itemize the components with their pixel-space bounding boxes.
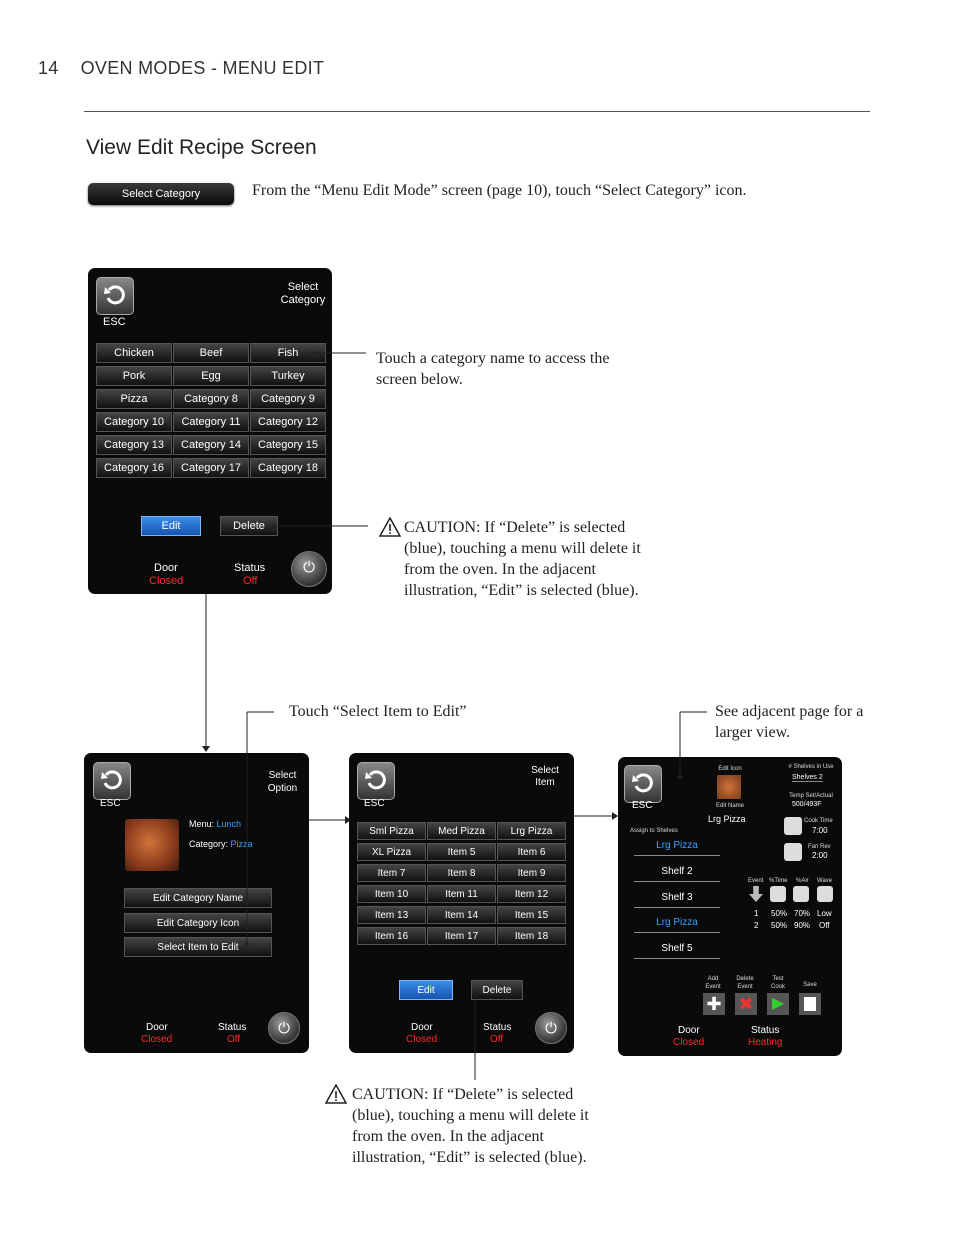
row1-time: 50% — [771, 909, 788, 918]
category-button-5[interactable]: Egg — [173, 366, 249, 386]
screen-title: Select Item — [531, 765, 559, 788]
menu-label: Menu: — [189, 819, 215, 829]
shelves-value[interactable]: Shelves 2 — [792, 774, 823, 781]
col-time: %Time — [769, 878, 788, 884]
row2-wave: Off — [819, 921, 830, 930]
item-button-17[interactable]: Item 17 — [427, 927, 496, 945]
status-label: Status — [218, 1022, 247, 1033]
category-button-11[interactable]: Category 11 — [173, 412, 249, 432]
cook-time-label: Cook Time — [804, 818, 833, 824]
category-value: Pizza — [230, 839, 253, 849]
row1-wave: Low — [817, 909, 832, 918]
status-value: Off — [243, 575, 258, 587]
temp-label: Temp Set/Actual — [789, 793, 833, 799]
page-number: 14 — [38, 58, 59, 78]
delete-button[interactable]: Delete — [471, 980, 523, 1000]
row1-air: 70% — [794, 909, 811, 918]
door-label: Door — [411, 1022, 433, 1033]
door-value: Closed — [141, 1034, 173, 1045]
touch-select-item-note: Touch “Select Item to Edit” — [289, 703, 467, 720]
test-cook-label: Test Cook — [770, 976, 785, 990]
category-button-3[interactable]: Fish — [250, 343, 326, 363]
caution-note-2: CAUTION: If “Delete” is selected (blue), touching a menu will delete it from the oven. In the adjacent illustration, “Edit” is selected (blue). — [352, 1086, 589, 1166]
item-button-6[interactable]: Item 6 — [497, 843, 566, 861]
edit-category-icon-button[interactable]: Edit Category Icon — [124, 913, 272, 933]
play-icon[interactable]: ▶ — [767, 993, 789, 1015]
shelf-4[interactable]: Lrg Pizza — [634, 914, 720, 933]
select-category-pill: Select Category — [88, 183, 234, 205]
category-button-14[interactable]: Category 14 — [173, 435, 249, 455]
col-wave: Wave — [817, 878, 833, 884]
shelf-5[interactable]: Shelf 5 — [634, 940, 720, 959]
temp-value: 500/493F — [792, 801, 822, 808]
row2-event: 2 — [754, 921, 759, 930]
add-icon[interactable]: ✚ — [703, 993, 725, 1015]
category-label: Category: — [189, 839, 229, 849]
item-button-5[interactable]: Item 5 — [427, 843, 496, 861]
esc-label: ESC — [632, 800, 653, 811]
item-button-4[interactable]: XL Pizza — [357, 843, 426, 861]
item-button-10[interactable]: Item 10 — [357, 885, 426, 903]
item-button-16[interactable]: Item 16 — [357, 927, 426, 945]
category-button-12[interactable]: Category 12 — [250, 412, 326, 432]
fan-rev-value: 2:00 — [812, 851, 828, 860]
edit-icon-label: Edit Icon — [718, 766, 742, 772]
item-button-8[interactable]: Item 8 — [427, 864, 496, 882]
status-value: Off — [227, 1034, 241, 1045]
category-button-1[interactable]: Chicken — [96, 343, 172, 363]
delete-event-label: Delete Event — [736, 976, 754, 990]
see-adjacent-note: See adjacent page for a larger view. — [715, 703, 864, 741]
category-button-7[interactable]: Pizza — [96, 389, 172, 409]
category-button-6[interactable]: Turkey — [250, 366, 326, 386]
door-value: Closed — [673, 1037, 705, 1048]
category-button-2[interactable]: Beef — [173, 343, 249, 363]
category-button-4[interactable]: Pork — [96, 366, 172, 386]
shelf-3[interactable]: Shelf 3 — [634, 889, 720, 908]
category-button-13[interactable]: Category 13 — [96, 435, 172, 455]
intro-text: From the “Menu Edit Mode” screen (page 10), touch “Select Category” icon. — [252, 182, 747, 199]
status-label: Status — [751, 1025, 780, 1036]
status-value: Heating — [748, 1037, 783, 1048]
row2-time: 50% — [771, 921, 788, 930]
add-event-label: Add Event — [705, 976, 721, 990]
page-title: View Edit Recipe Screen — [86, 136, 317, 159]
row1-event: 1 — [754, 909, 759, 918]
door-value: Closed — [149, 575, 184, 587]
edit-button[interactable]: Edit — [141, 516, 201, 536]
category-button-10[interactable]: Category 10 — [96, 412, 172, 432]
esc-label: ESC — [100, 798, 121, 809]
item-button-2[interactable]: Med Pizza — [427, 822, 496, 840]
item-button-3[interactable]: Lrg Pizza — [497, 822, 566, 840]
fan-rev-label: Fan Rev — [808, 844, 831, 850]
section-title: OVEN MODES - MENU EDIT — [80, 58, 325, 78]
category-button-17[interactable]: Category 17 — [173, 458, 249, 478]
category-button-15[interactable]: Category 15 — [250, 435, 326, 455]
door-label: Door — [154, 562, 178, 574]
esc-label: ESC — [103, 316, 126, 328]
item-button-13[interactable]: Item 13 — [357, 906, 426, 924]
col-air: %Air — [796, 878, 809, 884]
status-value: Off — [490, 1034, 504, 1045]
item-button-12[interactable]: Item 12 — [497, 885, 566, 903]
shelf-2[interactable]: Shelf 2 — [634, 863, 720, 882]
delete-button[interactable]: Delete — [220, 516, 278, 536]
shelf-1[interactable]: Lrg Pizza — [634, 837, 720, 856]
caution-note-1: CAUTION: If “Delete” is selected (blue), touching a menu will delete it from the oven. In the adjacent illustration, “Edit” is selected (blue). — [404, 519, 641, 599]
door-label: Door — [146, 1022, 168, 1033]
category-button-8[interactable]: Category 8 — [173, 389, 249, 409]
esc-label: ESC — [364, 798, 385, 809]
save-label: Save — [803, 982, 817, 988]
item-button-1[interactable]: Sml Pizza — [357, 822, 426, 840]
door-label: Door — [678, 1025, 700, 1036]
item-button-14[interactable]: Item 14 — [427, 906, 496, 924]
category-button-9[interactable]: Category 9 — [250, 389, 326, 409]
row2-air: 90% — [794, 921, 811, 930]
recipe-name[interactable]: Lrg Pizza — [708, 814, 746, 824]
menu-value: Lunch — [216, 819, 242, 829]
edit-name-label: Edit Name — [715, 803, 744, 809]
item-button-9[interactable]: Item 9 — [497, 864, 566, 882]
item-button-7[interactable]: Item 7 — [357, 864, 426, 882]
item-button-18[interactable]: Item 18 — [497, 927, 566, 945]
edit-button[interactable]: Edit — [399, 980, 453, 1000]
item-button-11[interactable]: Item 11 — [427, 885, 496, 903]
delete-x-icon[interactable]: ✖ — [735, 993, 757, 1015]
status-label: Status — [234, 562, 266, 574]
select-item-to-edit-button[interactable]: Select Item to Edit — [124, 937, 272, 957]
screen-title: Select Category — [280, 281, 326, 306]
category-button-18[interactable]: Category 18 — [250, 458, 326, 478]
col-event: Event — [748, 878, 764, 884]
assign-label: Assign to Shelves — [630, 828, 678, 834]
shelves-in-use-label: # Shelves in Use — [788, 764, 834, 770]
touch-category-note: Touch a category name to access the screen below. — [376, 350, 610, 388]
cook-time-value: 7:00 — [812, 826, 828, 835]
screen-title: Select Option — [267, 770, 298, 794]
item-button-15[interactable]: Item 15 — [497, 906, 566, 924]
status-label: Status — [483, 1022, 512, 1033]
edit-category-name-button[interactable]: Edit Category Name — [124, 888, 272, 908]
door-value: Closed — [406, 1034, 438, 1045]
category-button-16[interactable]: Category 16 — [96, 458, 172, 478]
